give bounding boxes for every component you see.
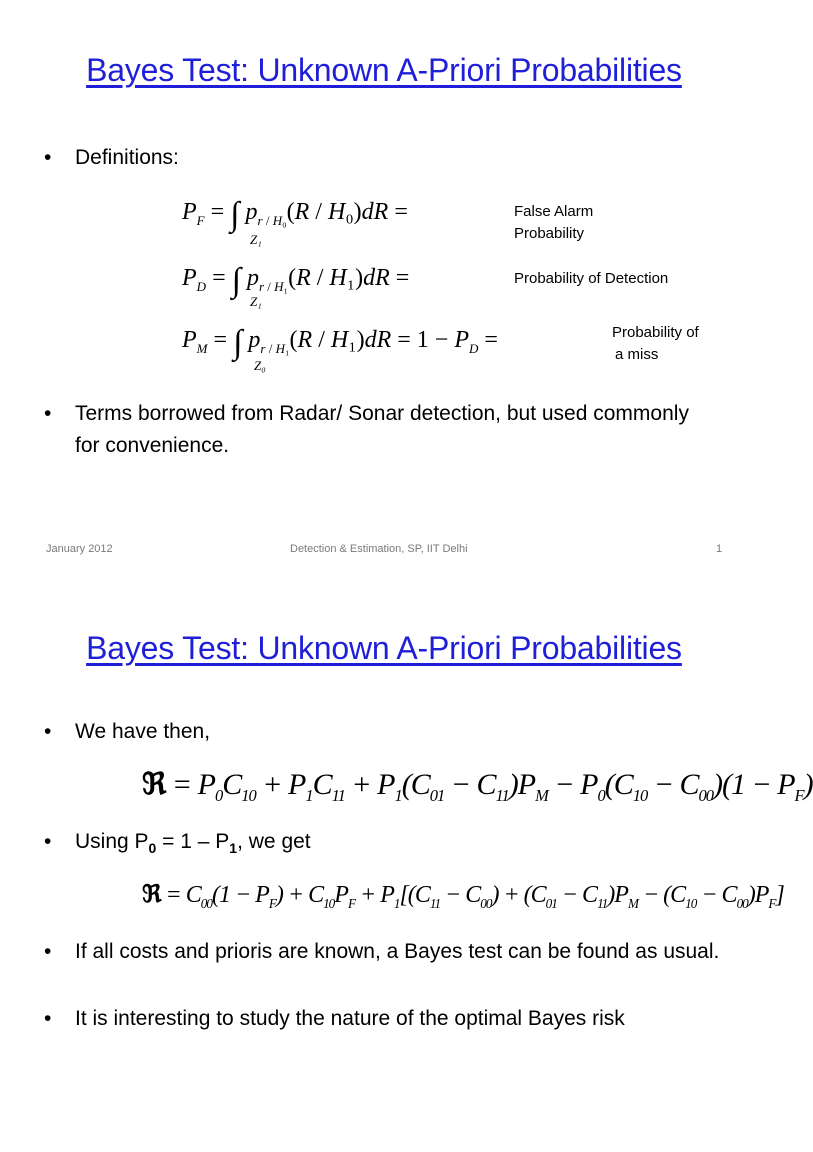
footer-date: January 2012 — [46, 543, 113, 555]
equation-pf: $P_F$ = ∫ $p_{r / H_0}(R / H_0)dR$ = Z₁ — [182, 196, 408, 247]
footer-course: Detection & Estimation, SP, IIT Delhi — [290, 543, 468, 555]
slide-2-title: Bayes Test: Unknown A-Priori Probabilities — [86, 630, 682, 666]
equation-pd: $P_D$ = ∫ $p_{r / H_1}(R / H_1)dR$ = Z₁ — [182, 262, 410, 309]
footer-page: 1 — [716, 543, 723, 555]
bullet-dot: • — [44, 402, 52, 425]
bullet-definitions: • Definitions: — [44, 142, 179, 174]
bullet-dot: • — [44, 146, 52, 169]
bullet-dot: • — [44, 940, 52, 963]
equation-risk-2: ℜ = $C_{00}(1 - P_F) + C_{10}P_F + P_1[(C_{11} - C_{00}) + (C_{01} - C_{11})P_M - (C_{10} - C_{00})P_F]$ — [142, 882, 784, 911]
bullet-using: • Using $P_0 = 1 - P_1$, we get — [44, 826, 311, 864]
slide-1 — [0, 0, 768, 576]
bullet-we-have: • We have then, — [44, 716, 210, 748]
bullet-interesting: • It is interesting to study the nature of the optimal Bayes risk — [44, 1003, 724, 1035]
bullet-dot: • — [44, 1007, 52, 1030]
bullet-costs-known: • If all costs and prioris are known, a Bayes test can be found as usual. — [44, 936, 724, 968]
equation-pm: $P_M$ = ∫ $p_{r / H_1}(R / H_1)dR = 1 - P_D$ = Z₀ — [182, 324, 498, 373]
label-miss: Probability of a miss — [612, 324, 699, 363]
slide-1-title: Bayes Test: Unknown A-Priori Probabilities — [86, 52, 682, 88]
label-false-alarm: False Alarm Probability — [514, 203, 594, 242]
slide-2 — [0, 576, 813, 1152]
equation-risk-1: ℜ = $P_0C_{10} + P_1C_{11} + P_1(C_{01} - C_{11})P_M - P_0(C_{10} - C_{00})(1 - P_F)$ — [142, 768, 813, 805]
bullet-terms: • Terms borrowed from Radar/ Sonar detection, but used commonly for convenience. — [44, 398, 704, 462]
bullet-dot: • — [44, 720, 52, 743]
bullet-dot: • — [44, 830, 52, 853]
label-detection: Probability of Detection — [514, 270, 669, 287]
